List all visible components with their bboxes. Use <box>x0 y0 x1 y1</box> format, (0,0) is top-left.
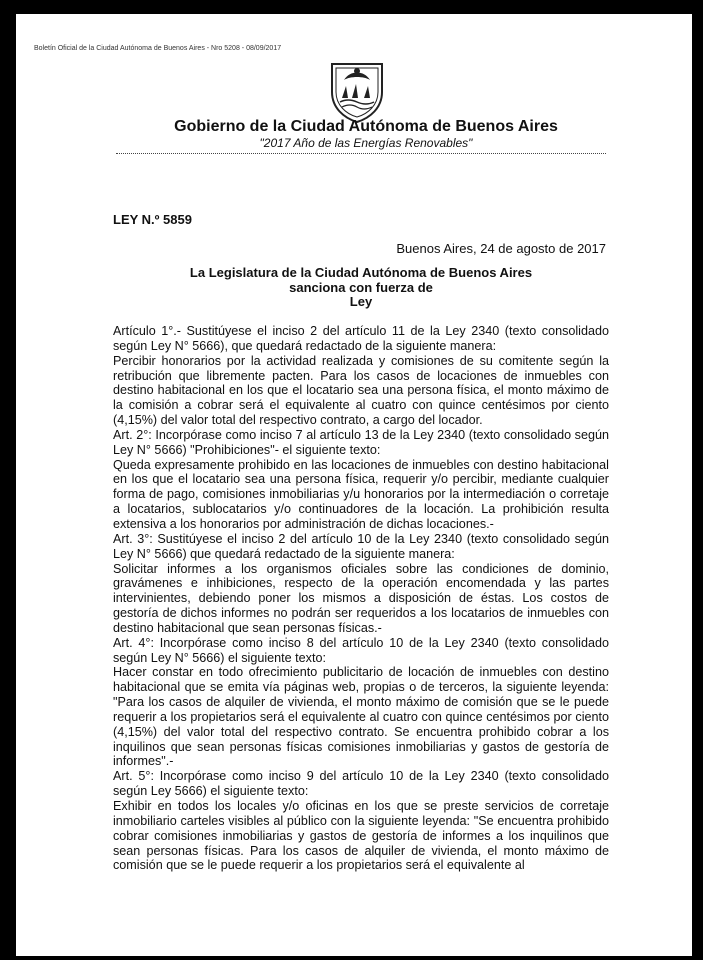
sanction-line: sanciona con fuerza de <box>289 279 433 295</box>
sanction-line: La Legislatura de la Ciudad Autónoma de Buenos Aires <box>189 265 533 280</box>
article-1-text: Percibir honorarios por la actividad realizada y comisiones de su comitente según la retribución que libremente pacten. Para los casos de locaciones de inmuebles con destino habitacional en los que el locatario sea una persona física, el monto máximo de la comisión a cobrar será el equivalente al cuatro con quince centésimos por ciento (4,15%) del valor total del respectivo contrato, a cargo del locador. <box>113 353 609 428</box>
year-motto: "2017 Año de las Energías Renovables" <box>259 136 473 150</box>
document-page <box>16 14 692 956</box>
law-number: LEY N.º 5859 <box>113 212 192 227</box>
article-2-heading: Art. 2°: Incorpórase como inciso 7 al artículo 13 de la Ley 2340 (texto consolidado según Ley N° 5666) "Prohibiciones"- el siguiente texto: <box>113 427 609 457</box>
article-3-heading: Art. 3°: Sustitúyese el inciso 2 del artículo 10 de la Ley 2340 (texto consolidado según Ley N° 5666) que quedará redactado de la siguiente manera: <box>113 531 609 561</box>
header-divider <box>116 153 606 154</box>
sanction-formula <box>116 266 606 310</box>
article-4-text: Hacer constar en todo ofrecimiento publicitario de locación de inmuebles con destino habitacional que se emita vía páginas web, propias o de terceros, la siguiente leyenda: "Para los casos de alquiler de vivienda, el monto máximo de comisión que se le puede requerir a los propietarios será el equivalente al cuatro con quince centésimos por ciento (4,15%) del valor total del respectivo contrato. Se encuentra prohibido cobrar a los inquilinos que sean personas físicas comisiones inmobiliarias y gastos de gestoría de informes".- <box>113 665 609 769</box>
city-coat-of-arms-icon <box>324 58 390 124</box>
article-5-heading: Art. 5°: Incorpórase como inciso 9 del artículo 10 de la Ley 2340 (texto consolidado según Ley 5666) el siguiente texto: <box>113 769 609 799</box>
article-3-text: Solicitar informes a los organismos oficiales sobre las condiciones de dominio, gravámenes e inhibiciones, respecto de la operación encomendada y las partes intervinientes, debiendo poner los mismos a disposición de éstas. Los costos de gestoría de dichos informes no podrán ser requeridos a los locatarios de inmuebles con destino habitacional que sean personas físicas.- <box>113 561 609 635</box>
government-title: Gobierno de la Ciudad Autónoma de Buenos Aires <box>174 118 558 135</box>
sanction-line: Ley <box>349 294 373 309</box>
law-body <box>113 324 609 873</box>
article-4-heading: Art. 4°: Incorpórase como inciso 8 del artículo 10 de la Ley 2340 (texto consolidado según Ley N° 5666) el siguiente texto: <box>113 635 609 665</box>
bulletin-header-line: Boletín Oficial de la Ciudad Autónoma de Buenos Aires - Nro 5208 - 08/09/2017 <box>34 45 282 52</box>
date-line: Buenos Aires, 24 de agosto de 2017 <box>396 241 606 256</box>
article-5-text: Exhibir en todos los locales y/o oficinas en los que se preste servicios de corretaje inmobiliario carteles visibles al público con la siguiente leyenda: "Se encuentra prohibido cobrar comisiones inmobiliarias y gastos de gestoría de informes a los inquilinos que sean personas físicas. Para los casos de alquiler de vivienda, el monto máximo de comisión que se le puede requerir a los propietarios será el equivalente al <box>113 799 609 873</box>
article-1-heading: Artículo 1°.- Sustitúyese el inciso 2 del artículo 11 de la Ley 2340 (texto consolidado según Ley N° 5666), que quedará redactado de la siguiente manera: <box>113 324 609 353</box>
article-2-text: Queda expresamente prohibido en las locaciones de inmuebles con destino habitacional en los que el locatario sea una persona física, requerir y/o percibir, mediante cualquier forma de pago, comisiones inmobiliarias y/u honorarios por la intermediación o corretaje a locatarios, sublocatarios y/o continuadores de la locación. La prohibición resulta extensiva a los honorarios por administración de dichas locaciones.- <box>113 457 609 531</box>
